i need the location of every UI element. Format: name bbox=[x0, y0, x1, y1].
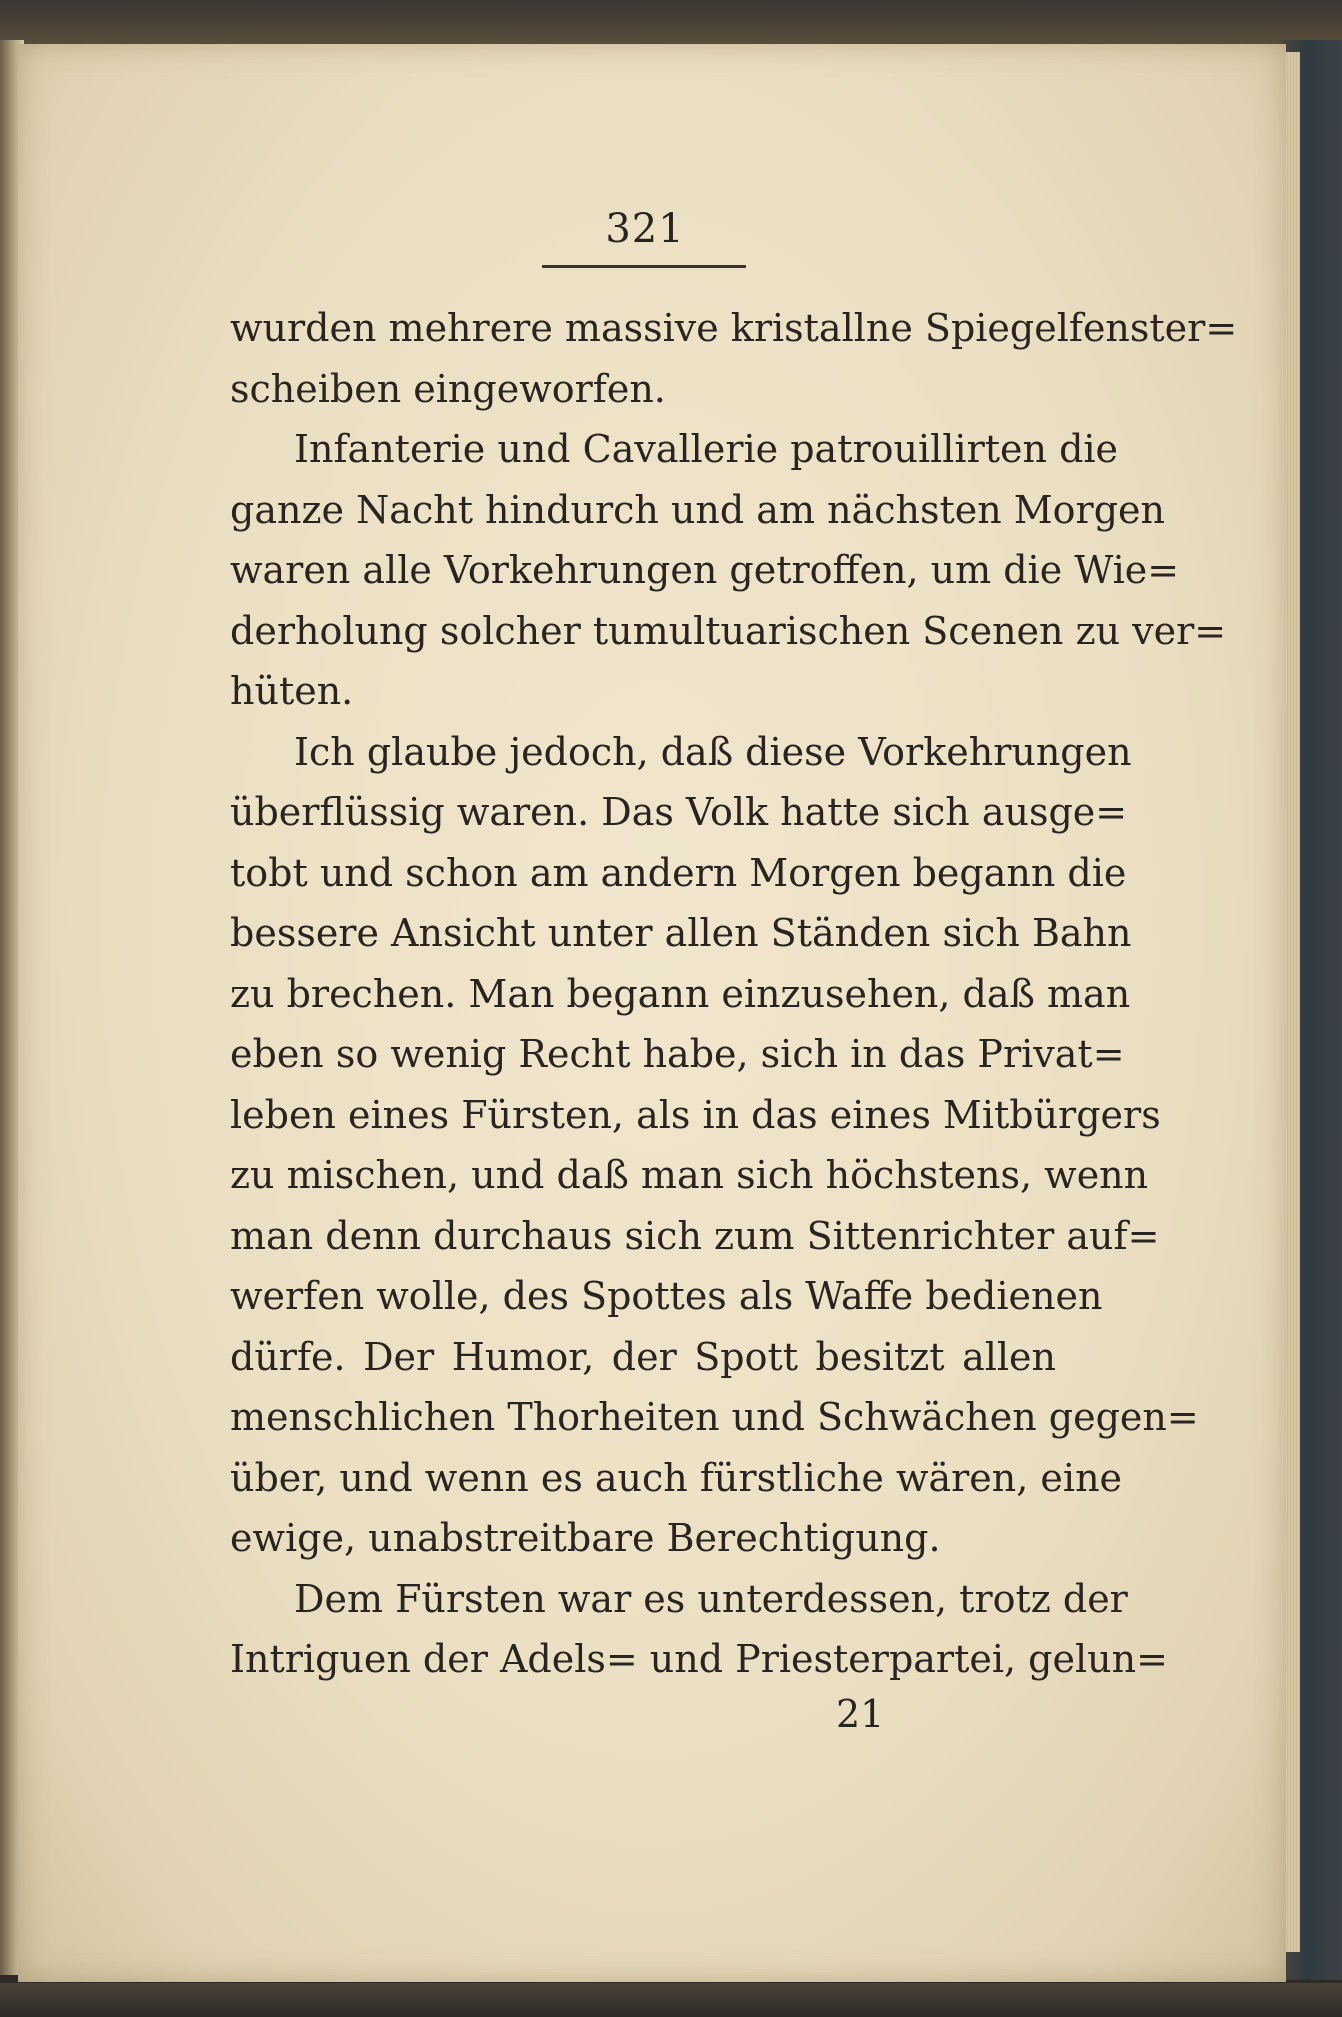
page-fore-edge bbox=[1286, 52, 1300, 1952]
text-line: ewige, unabstreitbare Berechtigung. bbox=[230, 1516, 941, 1560]
book-cover-top bbox=[0, 0, 1342, 48]
header-rule bbox=[542, 265, 746, 268]
text-line: werfen wolle, des Spottes als Waffe bedienen bbox=[230, 1274, 1103, 1318]
text-line: zu brechen. Man begann einzusehen, daß man bbox=[230, 971, 1131, 1016]
page-number: 321 bbox=[605, 206, 685, 252]
text-line: derholung solcher tumultuarischen Scenen zu ver= bbox=[230, 608, 1227, 653]
text-line: Infanterie und Cavallerie patrouillirten die bbox=[294, 427, 1119, 471]
signature-mark: 21 bbox=[836, 1692, 885, 1736]
text-line: Intriguen der Adels= und Priesterpartei, gelun= bbox=[230, 1637, 1168, 1681]
text-line: tobt und schon am andern Morgen begann die bbox=[230, 850, 1127, 895]
text-line: dürfe. Der Humor, der Spott besitzt allen bbox=[230, 1334, 1056, 1379]
text-line: über, und wenn es auch fürstliche wären, eine bbox=[230, 1455, 1123, 1500]
text-line: wurden mehrere massive kristallne Spiegelfenster= bbox=[230, 306, 1238, 350]
text-line: hüten. bbox=[230, 669, 354, 713]
text-line: scheiben eingeworfen. bbox=[230, 366, 666, 411]
text-line: leben eines Fürsten, als in das eines Mitbürgers bbox=[230, 1092, 1161, 1137]
text-line: ganze Nacht hindurch und am nächsten Morgen bbox=[230, 487, 1166, 532]
text-line: man denn durchaus sich zum Sittenrichter auf= bbox=[230, 1213, 1160, 1258]
text-line: bessere Ansicht unter allen Ständen sich Bahn bbox=[230, 911, 1132, 955]
book-cover-bottom bbox=[0, 1983, 1342, 2017]
text-line: waren alle Vorkehrungen getroffen, um die Wie= bbox=[230, 548, 1180, 592]
text-line: Ich glaube jedoch, daß diese Vorkehrungen bbox=[294, 729, 1132, 774]
text-line: zu mischen, und daß man sich höchstens, wenn bbox=[230, 1153, 1149, 1197]
text-line: Dem Fürsten war es unterdessen, trotz der bbox=[294, 1576, 1128, 1621]
body-text bbox=[230, 298, 1238, 1690]
text-line: überflüssig waren. Das Volk hatte sich ausge= bbox=[230, 790, 1128, 834]
text-line: eben so wenig Recht habe, sich in das Privat= bbox=[230, 1032, 1125, 1076]
text-line: menschlichen Thorheiten und Schwächen gegen= bbox=[230, 1395, 1199, 1439]
